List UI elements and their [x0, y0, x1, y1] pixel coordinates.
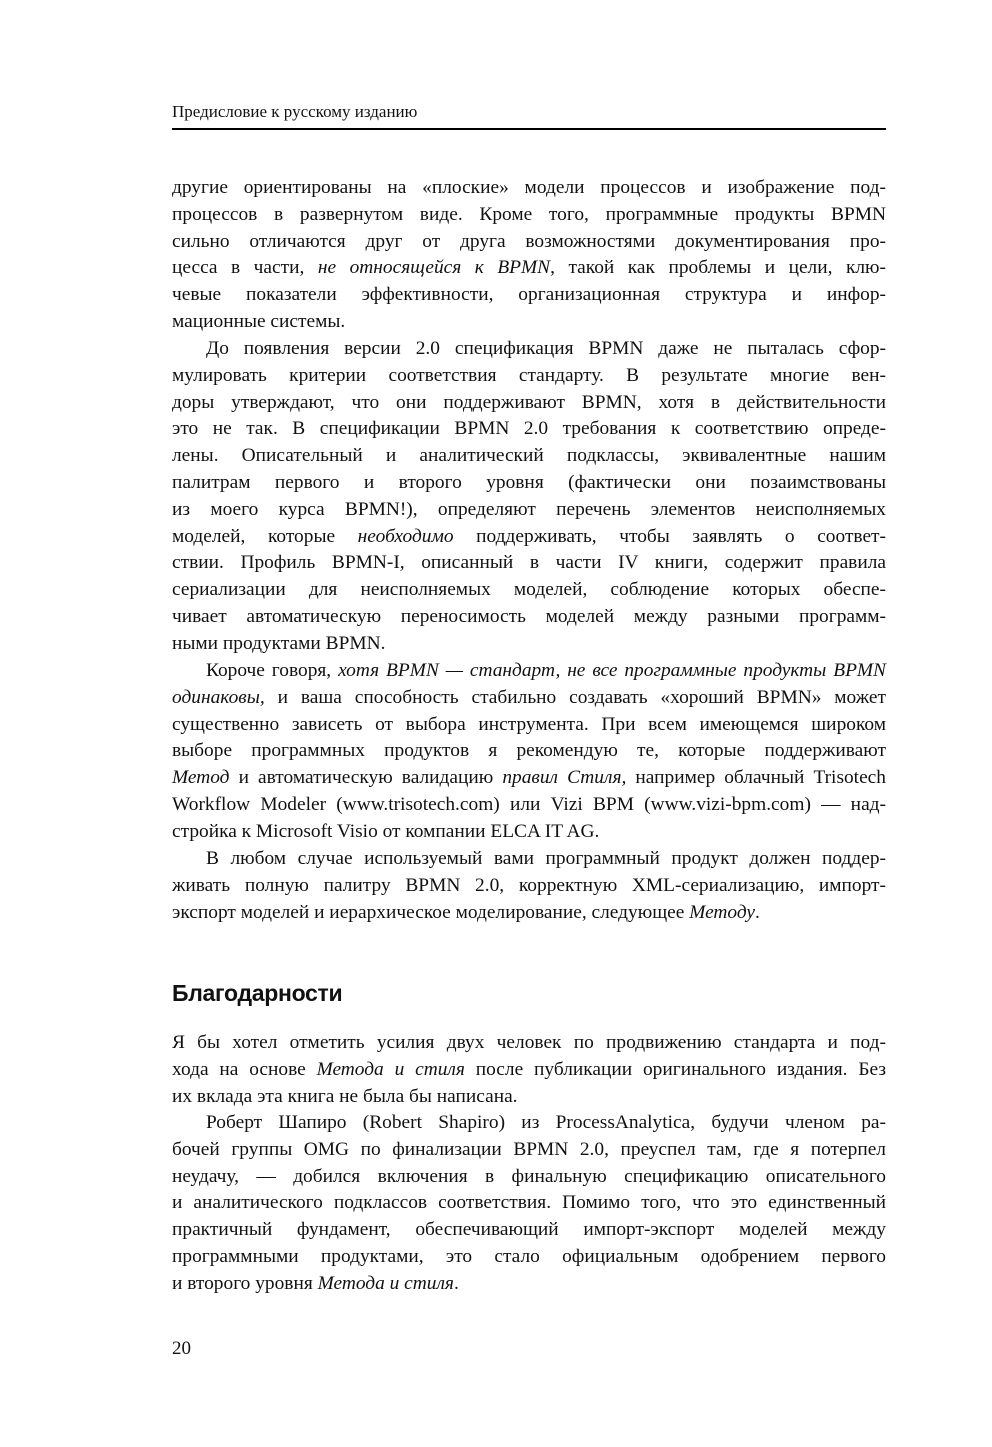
text-run: и автоматическую валидацию: [229, 767, 503, 789]
text-run: .: [453, 1272, 459, 1294]
text-run: моделей, которые: [172, 525, 358, 547]
text-line: мационные системы.: [172, 310, 346, 332]
text-line: сериализации для неисполняемых моделей, соблюдение которых обеспе-: [172, 579, 886, 601]
text-line: ными продуктами BPMN.: [172, 632, 386, 654]
text-run: например облачный Trisotech: [626, 767, 886, 789]
text-line: живать полную палитру BPMN 2.0, корректную XML-сериализацию, импорт-: [172, 874, 886, 896]
text-line: сильно отличаются друг от друга возможностями документирования про-: [172, 230, 886, 252]
text-line: процессов в развернутом виде. Кроме того, программные продукты BPMN: [172, 203, 886, 225]
paragraph-2: [172, 336, 886, 658]
section-heading: Благодарности: [172, 980, 343, 1006]
text-line: чевые показатели эффективности, организационная структура и инфор-: [172, 284, 886, 306]
text-line: мулировать критерии соответствия стандарту. В результате многие вен-: [172, 364, 886, 386]
paragraph-1: [172, 175, 886, 336]
text-line: чивает автоматическую переносимость моделей между разными программ-: [172, 605, 886, 627]
page-number: 20: [172, 1338, 191, 1359]
text-run: и ваша способность стабильно создавать «хороший BPMN» может: [264, 686, 886, 708]
text-run: .: [755, 901, 760, 923]
italic-run: хотя BPMN — стандарт, не все программные продукты BPMN: [338, 660, 886, 681]
italic-run: не относящейся к BPMN: [317, 257, 551, 279]
text-line: и аналитического подклассов соответствия. Помимо того, что это единственный: [172, 1192, 886, 1214]
text-line: другие ориентированы на «плоские» модели процессов и изображение под-: [172, 177, 886, 198]
text-line: До появления версии 2.0 спецификация BPMN даже не пыталась сфор-: [206, 338, 886, 359]
text-run: экспорт моделей и иерархическое моделирование, следующее: [172, 901, 690, 923]
paragraph-5: [172, 1030, 886, 1110]
text-line: Роберт Шапиро (Robert Shapiro) из ProcessAnalytica, будучи членом ра-: [206, 1112, 886, 1133]
text-line: [172, 524, 886, 551]
italic-run: необходимо: [357, 525, 454, 547]
text-line: неудачу, — добился включения в финальную спецификацию описательного: [172, 1165, 886, 1187]
paragraph-6: [172, 1110, 886, 1298]
text-run: поддерживать, чтобы заявлять о соответ-: [453, 525, 886, 547]
text-line: Workflow Modeler (www.trisotech.com) или Vizi BPM (www.vizi-bpm.com) — над-: [172, 793, 886, 815]
text-line: практичный фундамент, обеспечивающий импорт-экспорт моделей между: [172, 1219, 886, 1241]
header-rule: [172, 128, 886, 130]
text-line: [172, 1271, 886, 1298]
text-line: это не так. В спецификации BPMN 2.0 требования к соответствию опреде-: [172, 418, 886, 440]
text-run: Короче говоря,: [206, 660, 339, 681]
text-line: стройка к Microsoft Visio от компании ELCA IT AG.: [172, 820, 600, 842]
text-line: [172, 685, 886, 712]
text-run: после публикации оригинального издания. Без: [464, 1058, 886, 1080]
text-run: и второго уровня: [172, 1272, 318, 1294]
running-head: Предисловие к русскому изданию: [172, 102, 418, 121]
text-run: хода на основе: [172, 1058, 317, 1080]
text-line: ствии. Профиль BPMN-I, описанный в части IV книги, содержит правила: [172, 552, 886, 574]
text-run: цесса в части,: [172, 257, 318, 279]
text-line: [172, 765, 886, 792]
text-line: из моего курса BPMN!), определяют перечень элементов неисполняемых: [172, 498, 886, 520]
text-line: доры утверждают, что они поддерживают BPMN, хотя в действительности: [172, 391, 886, 413]
text-line: существенно зависеть от выбора инструмента. При всем имеющемся широком: [172, 713, 886, 735]
text-line: Я бы хотел отметить усилия двух человек по продвижению стандарта и под-: [172, 1032, 886, 1053]
text-line: бочей группы OMG по финализации BPMN 2.0, преуспел там, где я потерпел: [172, 1138, 886, 1160]
text-line: [172, 900, 886, 927]
text-line: [172, 1057, 886, 1084]
italic-run: Методу: [689, 901, 756, 923]
italic-run: правил Стиля,: [502, 767, 627, 789]
text-line: лены. Описательный и аналитический подклассы, эквивалентные нашим: [172, 445, 886, 467]
text-line: [172, 658, 886, 685]
paragraph-3: [172, 658, 886, 846]
text-line: палитрам первого и второго уровня (фактически они позаимствованы: [172, 471, 886, 493]
text-run: , такой как проблемы и цели, клю-: [550, 257, 887, 279]
text-line: программными продуктами, это стало официальным одобрением первого: [172, 1245, 886, 1267]
paragraph-4: [172, 846, 886, 926]
italic-run: Метода и стиля: [316, 1058, 465, 1080]
text-line: В любом случае используемый вами программный продукт должен поддер-: [206, 848, 886, 869]
italic-run: Метод: [172, 767, 230, 789]
italic-run: Метода и стиля: [317, 1272, 454, 1294]
text-line: их вклада эта книга не была бы написана.: [172, 1085, 518, 1107]
italic-run: одинаковы,: [172, 686, 265, 708]
text-line: выборе программных продуктов я рекомендую те, которые поддерживают: [172, 740, 886, 762]
text-line: [172, 255, 886, 282]
